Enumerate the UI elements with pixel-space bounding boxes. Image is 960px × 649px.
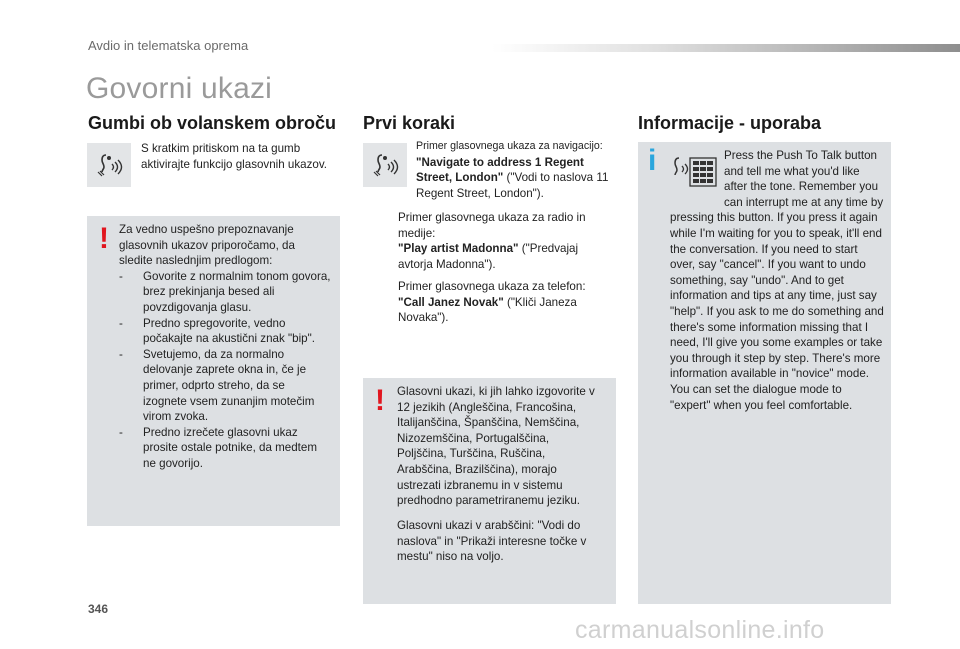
info-box-usage xyxy=(638,142,891,604)
list-item: - Predno izrečete glasovni ukaz prosite ostale potnike, da medtem ne govorijo. xyxy=(119,425,318,470)
page-title: Govorni ukazi xyxy=(86,72,273,105)
voice-command-steering-button-icon xyxy=(363,143,407,187)
section-heading-first-steps: Prvi koraki xyxy=(363,113,456,133)
steering-button-intro: S kratkim pritiskom na ta gumb aktivirajte funkcijo glasovnih ukazov. xyxy=(141,142,328,171)
voice-command-steering-button-icon xyxy=(87,143,131,187)
list-item: - Predno spregovorite, vedno počakajte na akustični znak "bip". xyxy=(119,316,315,346)
section-heading-information-usage: Informacije - uporaba xyxy=(638,113,822,133)
warning-box-languages xyxy=(363,378,616,604)
list-item: - Svetujemo, da za normalno delovanje zaprete okna in, če je primer, odprto streho, da se izognete vsem zunanjim motečim virom zvoka. xyxy=(119,347,315,424)
example-radio: Primer glasovnega ukaza za radio in medije: "Play artist Madonna" ("Predvajaj avtorja Madonna"). xyxy=(398,211,586,271)
info-usage-text: Press the Push To Talk button and tell me what you'd like after the tone. Remember you can interrupt me at any time by pressing this button. If you press it again while I'm waiting for you to speak, it'll end the conversation. If you need to start over, say "cancel". If you want to undo something, say "undo". And to get information and tips at any time, just say "help". If you ask to me do something and there's some information missing that I need, I'll give you some examples or take you through it step by step. There's more information available in "novice" mode. You can set the dialogue mode to "expert" when you feel comfortable. xyxy=(670,149,884,412)
warning-exclamation-icon: ! xyxy=(99,222,109,255)
warning-intro: Za vedno uspešno prepoznavanje glasovnih ukazov priporočamo, da sledite naslednjim predlogom: xyxy=(119,223,295,268)
languages-note: Glasovni ukazi, ki jih lahko izgovorite v 12 jezikih (Angleščina, Francošina, Italijanščina, Španščina, Nemščina, Nizozemščina, Portugalščina, Poljščina, Turščina, Ruščina, Arabščina, Brazilščina), morajo ustrezati izbranemu in v sistemu predhodno parametriranemu jeziku. xyxy=(397,385,595,508)
arabic-note: Glasovni ukazi v arabščini: "Vodi do naslova" in "Prikaži interesne točke v mestu" niso na voljo. xyxy=(397,519,587,564)
example-phone: Primer glasovnega ukaza za telefon: "Call Janez Novak" ("Kliči Janeza Novaka"). xyxy=(398,280,586,325)
watermark: carmanualsonline.info xyxy=(575,616,825,644)
chapter-title: Avdio in telematska oprema xyxy=(88,38,249,53)
list-item: - Govorite z normalnim tonom govora, brez prekinjanja besed ali povzdigovanja glasu. xyxy=(119,269,331,314)
page-number: 346 xyxy=(88,602,109,616)
warning-box-recognition xyxy=(87,216,340,526)
example-navigation: Primer glasovnega ukaza za navigacijo: "Navigate to address 1 Regent Street, London" ("Vodi to naslova 11 Regent Street, London"). xyxy=(416,140,609,200)
info-i-icon: i xyxy=(648,144,657,177)
section-heading-steering-buttons: Gumbi ob volanskem obroču xyxy=(88,113,337,133)
warning-exclamation-icon: ! xyxy=(375,384,385,417)
header-gradient-bar xyxy=(492,44,960,52)
